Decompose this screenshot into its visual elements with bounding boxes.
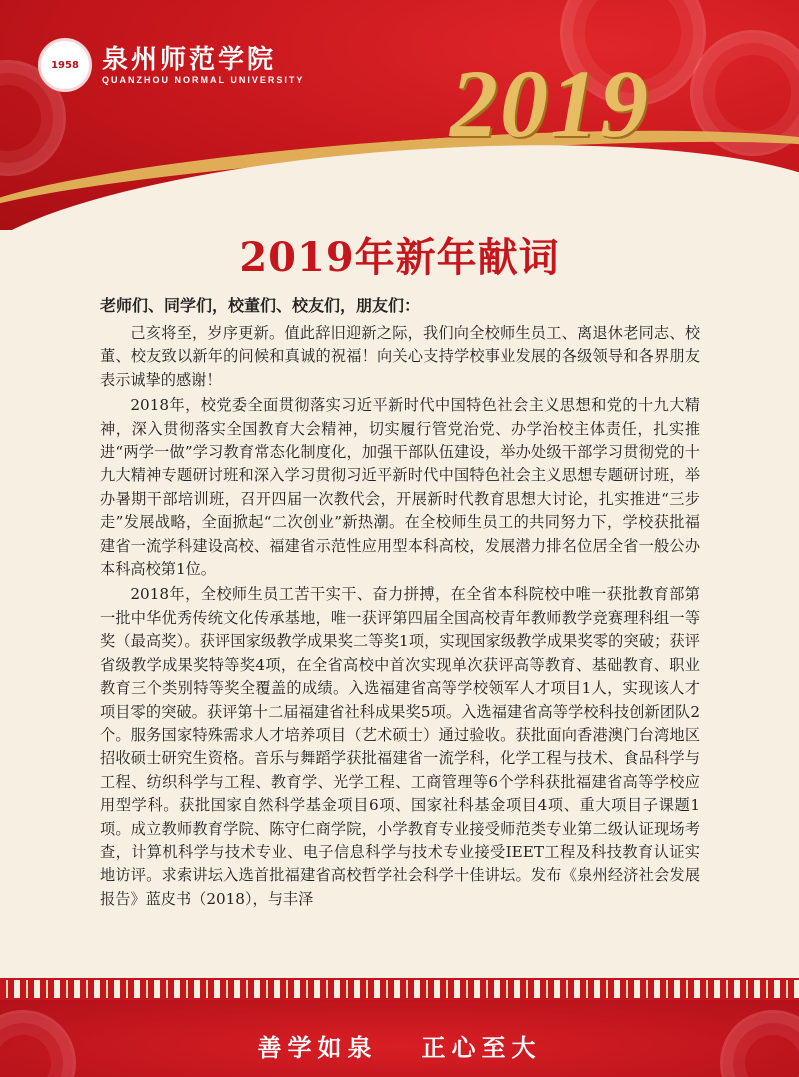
year-2019-art: 2019	[450, 50, 650, 157]
paragraph: 2018年，校党委全面贯彻落实习近平新时代中国特色社会主义思想和党的十九大精神，深入贯彻落实全国教育大会精神，切实履行管党治党、办学治校主体责任，扎实推进“两学一做”学习教育常态化制度化，加强干部队伍建设，举办处级干部学习贯彻党的十九大精神专题研讨班和深入学习贯彻习近平新时代中国特色社会主义思想专题研讨班，举办暑期干部培训班，召开四届一次教代会，开展新时代教育思想大讨论，扎实推进“三步走”发展战略，全面掀起“二次创业”新热潮。在全校师生员工的共同努力下，学校获批福建省一流学科建设高校、福建省示范性应用型本科高校，发展潜力排名位居全省一般公办本科高校第1位。	[100, 396, 700, 579]
motto-part: 正心至大	[421, 1033, 542, 1062]
school-name-cn: 泉州师范学院	[102, 45, 277, 75]
school-name	[102, 45, 304, 85]
greeting-line: 老师们、同学们，校董们、校友们，朋友们：	[100, 296, 421, 315]
page-title: 2019年新年献词	[239, 234, 560, 281]
school-seal-icon: 1958	[38, 38, 92, 92]
school-logo	[38, 38, 304, 92]
footer-banner	[0, 1000, 799, 1077]
paragraph: 己亥将至，岁序更新。值此辞旧迎新之际，我们向全校师生员工、离退休老同志、校董、校友致以新年的问候和真诚的祝福！向关心支持学校事业发展的各级领导和各界朋友表示诚挚的感谢！	[100, 324, 700, 389]
paragraph: 2018年，全校师生员工苦干实干、奋力拼搏，在全省本科院校中唯一获批教育部第一批中华优秀传统文化传承基地，唯一获评第四届全国高校青年教师教学竞赛理科组一等奖（最高奖）。获评国家级教学成果奖二等奖1项，实现国家级教学成果奖零的突破；获评省级教学成果奖特等奖4项，在全省高校中首次实现单次获评高等教育、基础教育、职业教育三个类别特等奖全覆盖的成绩。入选福建省高等学校领军人才项目1人，实现该人才项目零的突破。获评第十二届福建省社科成果奖5项。入选福建省高等学校科技创新团队2个。服务国家特殊需求人才培养项目（艺术硕士）通过验收。获批面向香港澳门台湾地区招收硕士研究生资格。音乐与舞蹈学获批福建省一流学科，化学工程与技术、食品科学与工程、纺织科学与工程、教育学、光学工程、工商管理等6个学科获批福建省高等学校应用型学科。获批国家自然科学基金项目6项、国家社科基金项目4项、重大项目子课题1项。成立教师教育学院、陈守仁商学院，小学教育专业接受师范类专业第二级认证现场考查，计算机科学与技术专业、电子信息科学与技术专业接受IEET工程及科技教育认证实地访评。求索讲坛入选首批福建省高校哲学社会科学十佳讲坛。发布《泉州经济社会发展报告》蓝皮书（2018），与丰泽	[100, 585, 700, 908]
motto-part: 善学如泉	[257, 1033, 378, 1062]
header-banner	[0, 0, 799, 230]
decorative-border	[0, 978, 799, 1000]
school-motto	[0, 1028, 799, 1063]
letter-body	[100, 322, 700, 913]
school-name-en: QUANZHOU NORMAL UNIVERSITY	[102, 75, 305, 85]
